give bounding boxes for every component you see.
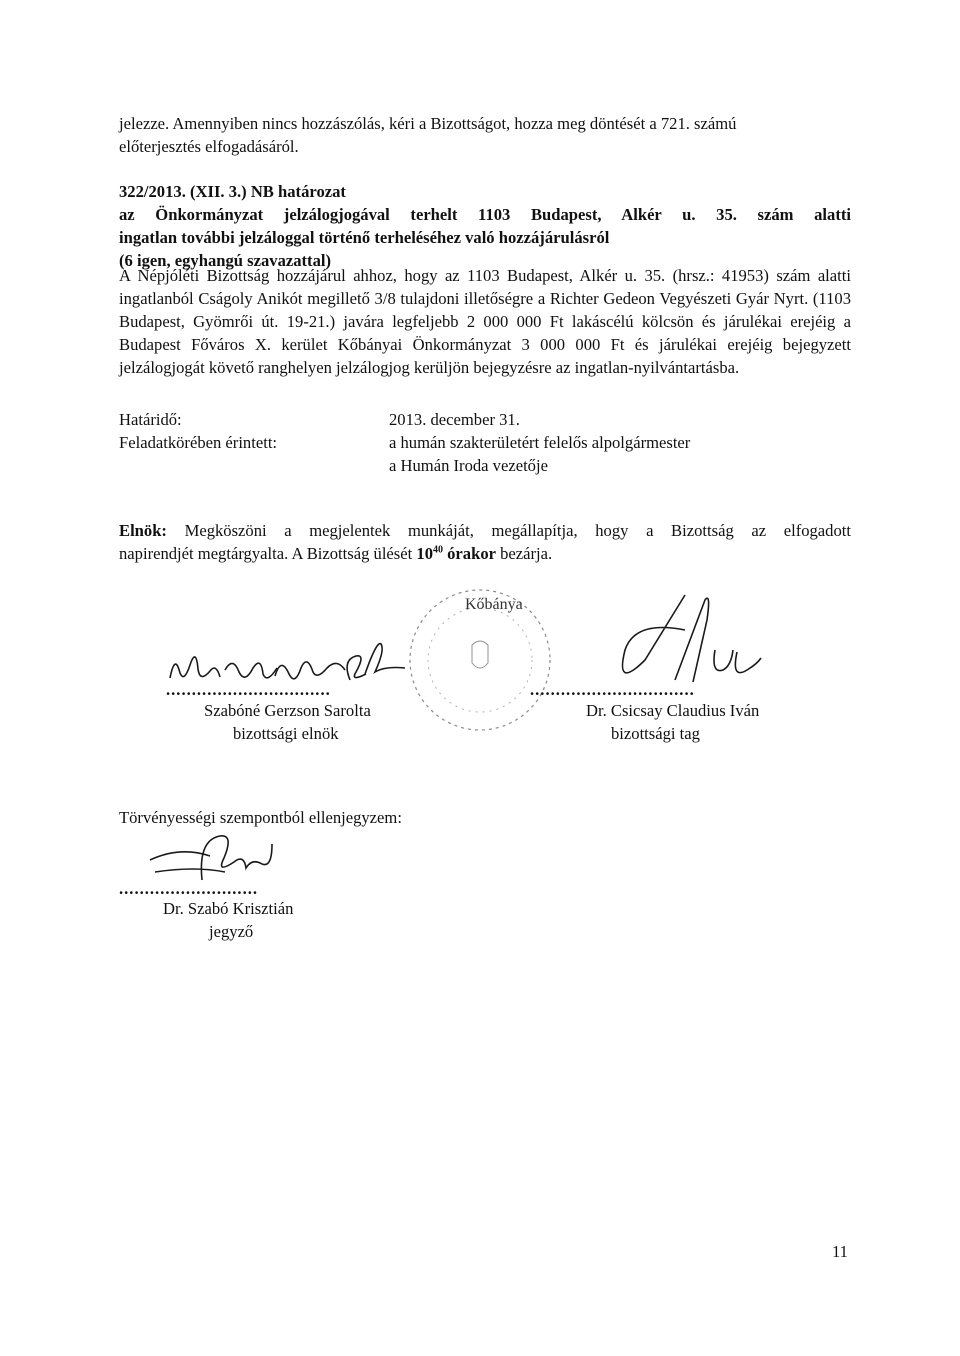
closing-line-2 (119, 542, 851, 565)
closing-time-minute: 40 (432, 544, 443, 556)
svg-text:Kőbánya: Kőbánya (465, 596, 523, 613)
closing-line-1-text: Megköszöni a megjelentek munkáját, megállapítja, hogy a Bizottság az elfogadott (166, 521, 851, 540)
resolution-title-line-1: az Önkormányzat jelzálogjogával terhelt 1103 Budapest, Alkér u. 35. szám alatti (119, 205, 851, 224)
resolution-title-line-2: ingatlan további jelzáloggal történő terheléséhez való hozzájárulásról (119, 228, 610, 247)
left-signature-line: ................................ (166, 680, 331, 699)
notary-name: Dr. Szabó Krisztián (163, 899, 294, 918)
page-number: 11 (832, 1242, 848, 1261)
intro-line-1: jelezze. Amennyiben nincs hozzászólás, kéri a Bizottságot, hozza meg döntését a 721. számú (119, 114, 737, 133)
deadline-label: Határidő: (119, 410, 182, 429)
closing-paragraph (119, 519, 851, 565)
responsible-value-2: a Humán Iroda vezetője (389, 456, 548, 475)
right-signatory-role: bizottsági tag (611, 724, 700, 743)
closing-line-2-pre: napirendjét megtárgyalta. A Bizottság ülését (119, 544, 417, 563)
intro-paragraph (119, 112, 851, 158)
countersign-label: Törvényességi szempontból ellenjegyzem: (119, 808, 402, 827)
right-signature-line: ................................ (530, 680, 695, 699)
left-signatory-role: bizottsági elnök (233, 724, 339, 743)
intro-line-2: előterjesztés elfogadásáról. (119, 137, 299, 156)
closing-time (416, 544, 496, 563)
right-signatory-name: Dr. Csicsay Claudius Iván (586, 701, 760, 720)
resolution-body: A Népjóléti Bizottság hozzájárul ahhoz, hogy az 1103 Budapest, Alkér u. 35. (hrsz.: 41953) szám alatti ingatlanból Cságoly Anikót megillető 3/8 tulajdoni illetőségre a Richter Gedeon Vegyészeti Gyár Nyrt. (1103 Budapest, Gyömrői út. 19-21.) javára legfeljebb 2 000 000 Ft lakáscélú kölcsön és járulékai erejéig a Budapest Főváros X. kerület Kőbányai Önkormányzat 3 000 000 Ft és járulékai erejéig bejegyzett jelzálogjogát követő ranghelyen jelzálogjog kerüljön bejegyzésre az ingatlan-nyilvántartásba. (119, 266, 851, 377)
closing-line-1 (119, 519, 851, 542)
resolution-number: 322/2013. (XII. 3.) NB határozat (119, 182, 346, 201)
closing-time-word: órakor (442, 544, 496, 563)
deadline-value: 2013. december 31. (389, 410, 520, 429)
notary-signature-line: ........................... (119, 879, 259, 898)
notary-role: jegyző (209, 922, 254, 941)
closing-line-2-post: bezárja. (495, 544, 553, 563)
vote-result: (6 igen, egyhangú szavazattal) (119, 251, 332, 270)
left-signatory-name: Szabóné Gerzson Sarolta (204, 701, 371, 720)
resolution-heading (119, 180, 851, 272)
chair-label: Elnök: (119, 521, 167, 540)
responsible-value-1: a humán szakterületért felelős alpolgármester (389, 433, 691, 452)
closing-time-hour: 10 (416, 544, 433, 563)
responsible-label: Feladatkörében érintett: (119, 433, 278, 452)
